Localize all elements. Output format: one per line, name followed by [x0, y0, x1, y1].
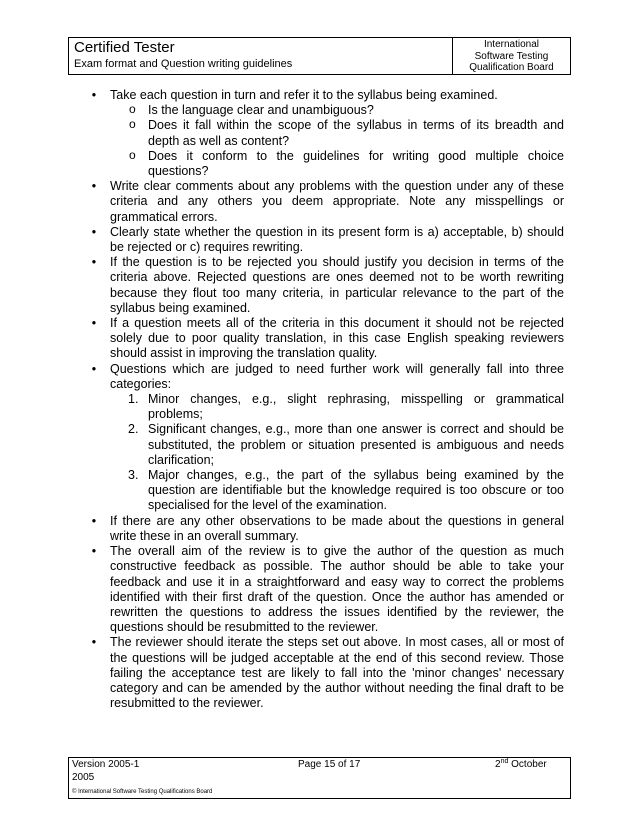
list-item	[88, 362, 564, 392]
sub-list-item	[88, 118, 564, 148]
list-item-text: If a question meets all of the criteria in this document it should not be rejected solely due to poor quality translation, in this case English speaking reviewers should assist in improving the translation quality.	[110, 316, 564, 361]
sub-list-item-text: Does it fall within the scope of the syllabus in terms of its breadth and depth as well as content?	[148, 118, 564, 148]
date-day: 2	[495, 759, 501, 770]
numbered-item-text: Major changes, e.g., the part of the syllabus being examined by the question are identifiable but the knowledge required is too obscure or too specialised for the level of the examination.	[148, 468, 564, 513]
org-line-1: International	[483, 39, 540, 50]
document-title: Certified Tester	[74, 39, 175, 56]
list-item-text: The reviewer should iterate the steps set out above. In most cases, all or most of the questions will be judged acceptable at the end of this second review. Those failing the acceptance test are likely to fall into the 'minor changes' necessary category and can be amended by the author without needing the final draft to be resubmitted to the reviewer.	[110, 635, 564, 711]
bullet-marker: •	[91, 88, 97, 102]
bullet-marker: •	[91, 255, 97, 270]
sub-bullet-marker: o	[129, 117, 136, 132]
organization-block	[452, 38, 570, 74]
footer-version-block	[72, 759, 172, 784]
numbered-item-text: Significant changes, e.g., more than one answer is correct and should be substituted, the problem or situation presented is ambiguous and needs clarification;	[148, 422, 564, 467]
bullet-marker: •	[91, 361, 97, 376]
bullet-marker: •	[91, 316, 97, 331]
number-marker: 2.	[128, 422, 139, 437]
document-subtitle: Exam format and Question writing guidelines	[74, 58, 293, 70]
page-footer	[68, 757, 571, 799]
list-item	[88, 635, 564, 711]
list-item-text: Clearly state whether the question in its present form is a) acceptable, b) should be rejected or c) requires rewriting.	[110, 224, 564, 255]
org-line-3: Qualification Board	[469, 62, 554, 73]
sub-bullet-marker: o	[129, 147, 136, 162]
bullet-marker: •	[91, 513, 97, 528]
list-item-text: If there are any other observations to be made about the questions in general write these in an overall summary.	[110, 513, 564, 543]
list-item	[88, 225, 564, 255]
sub-list-item	[88, 149, 564, 179]
page-number: Page 15 of 17	[298, 759, 361, 770]
sub-bullet-marker: o	[129, 102, 136, 117]
list-item	[88, 88, 564, 103]
list-item-text: The overall aim of the review is to give the author of the question as much constructive feedback as possible. The author should be able to take your feedback and use it in a straightforward and easy way to correct the problems identified with their first draft of the question. Once the author has amended or rewritten the questions to address the issues identified by the reviewer, the questions should be resubmitted to the reviewer.	[110, 544, 564, 635]
document-body	[88, 88, 564, 711]
date-month: October	[508, 759, 547, 770]
version-year: 2005	[72, 771, 95, 783]
sub-list-item-text: Does it conform to the guidelines for writing good multiple choice questions?	[148, 148, 564, 179]
list-item-text: Take each question in turn and refer it to the syllabus being examined.	[110, 88, 498, 102]
numbered-item	[88, 422, 564, 468]
org-line-2: Software Testing	[474, 50, 549, 62]
sub-list-item-text: Is the language clear and unambiguous?	[148, 103, 374, 118]
list-item	[88, 544, 564, 635]
numbered-item	[88, 392, 564, 422]
list-item-text: Questions which are judged to need further work will generally fall into three categories:	[110, 361, 564, 391]
header-title-block	[69, 38, 452, 74]
bullet-marker: •	[91, 544, 97, 559]
numbered-item-text: Minor changes, e.g., slight rephrasing, misspelling or grammatical problems;	[148, 392, 564, 422]
list-item	[88, 179, 564, 225]
numbered-item	[88, 468, 564, 514]
list-item-text: If the question is to be rejected you should justify you decision in terms of the criteria above. Rejected questions are ones deemed not to be worth rewriting because they flout too many criteria, in particular relevance to the part of the syllabus being examined.	[110, 255, 564, 315]
list-item-text: Write clear comments about any problems with the question under any of these criteria and any others you deem appropriate. Note any misspellings or grammatical errors.	[110, 179, 564, 224]
number-marker: 1.	[128, 392, 139, 407]
number-marker: 3.	[128, 468, 139, 483]
sub-list-item	[88, 103, 564, 118]
list-item	[88, 255, 564, 316]
copyright-notice: © International Software Testing Qualifications Board	[72, 789, 213, 795]
bullet-marker: •	[91, 224, 97, 239]
page-header	[68, 37, 571, 75]
date-ordinal-suffix: nd	[500, 758, 509, 765]
list-item	[88, 514, 564, 544]
bullet-marker: •	[91, 179, 97, 194]
footer-date	[495, 759, 547, 770]
bullet-marker: •	[91, 635, 97, 650]
list-item	[88, 316, 564, 362]
version-label: Version 2005-1	[72, 759, 140, 770]
